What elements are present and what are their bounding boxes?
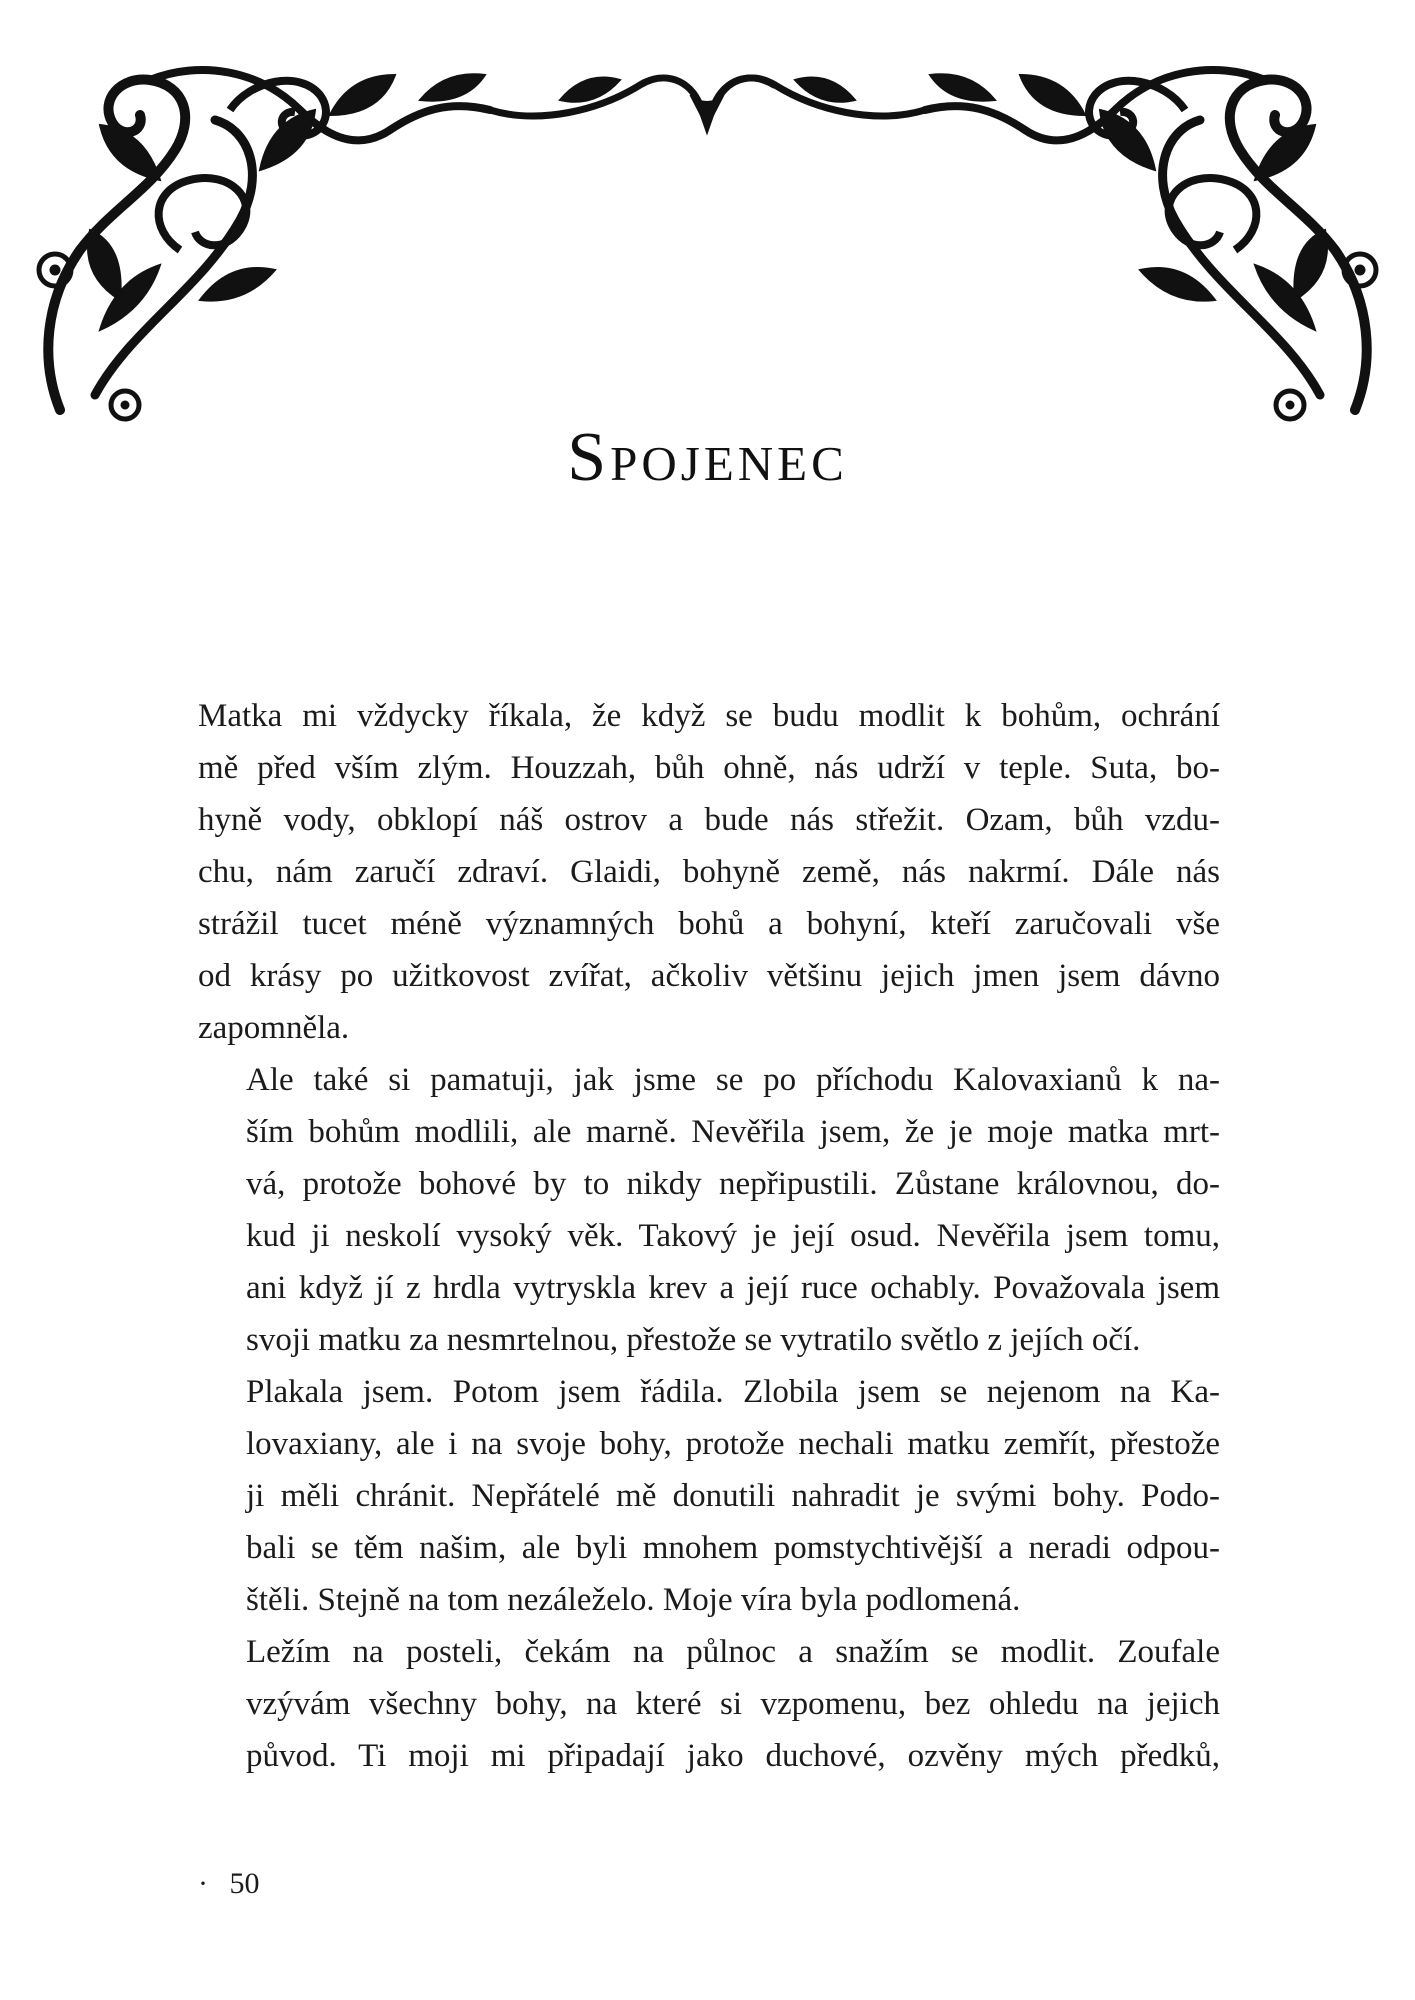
text-line: zapomněla. [198,1010,350,1046]
text-line: ani když jí z hrdla vytryskla krev a její ruce ochably. Považovala jsem [246,1270,1220,1306]
text-line: od krásy po užitkovost zvířat, ačkoliv většinu jejich jmen jsem dávno [198,958,1220,994]
chapter-title: Spojenec [567,419,848,496]
body-text [198,690,1220,1782]
text-line: mě před vším zlým. Houzzah, bůh ohně, nás udrží v teple. Suta, bo- [198,750,1220,786]
text-line: ji měli chránit. Nepřátelé mě donutili nahradit je svými bohy. Podo- [246,1478,1220,1514]
page-footer [198,1867,260,1901]
paragraph-1 [198,690,1220,1054]
text-line: hyně vody, obklopí náš ostrov a bude nás střežit. Ozam, bůh vzdu- [198,802,1220,838]
decorative-scroll-ornament [0,0,1415,440]
text-line: strážil tucet méně významných bohů a bohyní, kteří zaručovali vše [198,906,1220,942]
text-line: štěli. Stejně na tom nezáleželo. Moje víra byla podlomená. [246,1582,1021,1618]
page-number: 50 [229,1867,260,1900]
text-line: Plakala jsem. Potom jsem řádila. Zlobila jsem se nejenom na Ka- [246,1374,1220,1410]
paragraph-4 [198,1626,1220,1782]
text-line: původ. Ti moji mi připadají jako duchové, ozvěny mých předků, [246,1738,1220,1774]
text-line: ším bohům modlili, ale marně. Nevěřila jsem, že je moje matka mrt- [246,1114,1220,1150]
text-line: kud ji neskolí vysoký věk. Takový je její osud. Nevěřila jsem tomu, [246,1218,1220,1254]
text-line: svoji matku za nesmrtelnou, přestože se vytratilo světlo z jejích očí. [246,1322,1141,1358]
text-line: Ale také si pamatuji, jak jsme se po příchodu Kalovaxianů k na- [246,1062,1220,1098]
text-line: vzývám všechny bohy, na které si vzpomenu, bez ohledu na jejich [246,1686,1220,1722]
footer-bullet: · [198,1867,208,1900]
paragraph-2 [198,1054,1220,1366]
text-line: chu, nám zaručí zdraví. Glaidi, bohyně země, nás nakrmí. Dále nás [198,854,1220,890]
text-line: Ležím na posteli, čekám na půlnoc a snažím se modlit. Zoufale [246,1634,1220,1670]
text-line: Matka mi vždycky říkala, že když se budu modlit k bohům, ochrání [198,698,1220,734]
text-line: lovaxiany, ale i na svoje bohy, protože nechali matku zemřít, přestože [246,1426,1220,1462]
text-line: bali se těm našim, ale byli mnohem pomstychtivější a neradi odpou- [246,1530,1220,1566]
text-line: vá, protože bohové by to nikdy nepřipustili. Zůstane královnou, do- [246,1166,1220,1202]
paragraph-3 [198,1366,1220,1626]
